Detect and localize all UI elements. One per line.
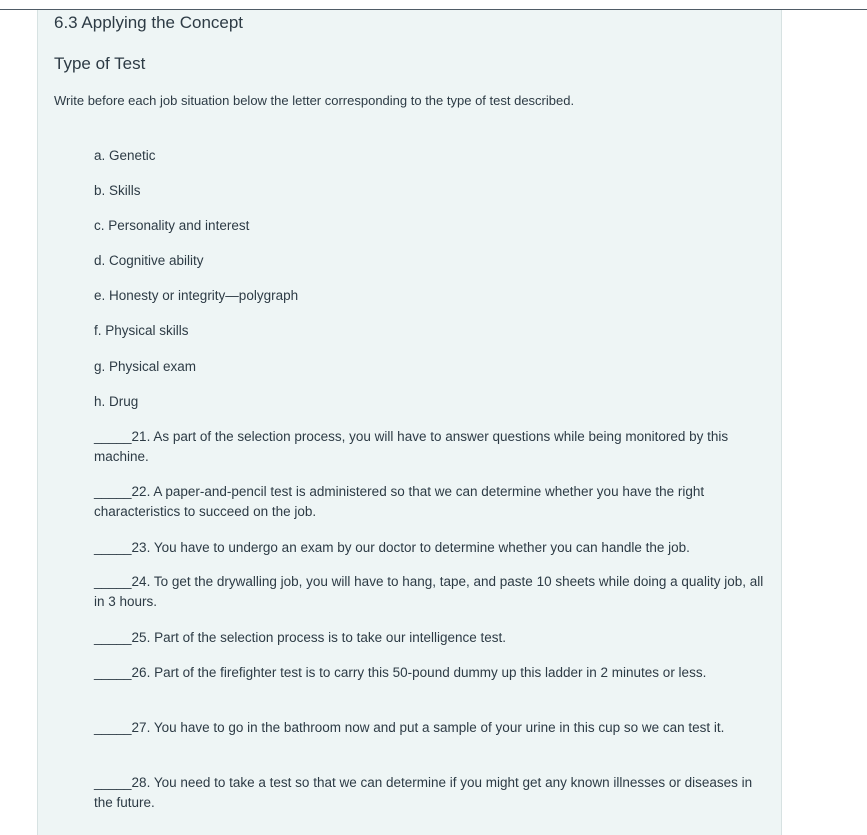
option-a: a. Genetic: [94, 148, 156, 163]
question-text: 27. You have to go in the bathroom now and put a sample of your urine in this cup so we can test it.: [131, 720, 725, 735]
instructions: Write before each job situation below the letter corresponding to the type of test described.: [54, 93, 575, 108]
question-text: 28. You need to take a test so that we can determine if you might get any known illnesses or diseases in the future.: [94, 775, 753, 810]
content-panel: [37, 10, 782, 835]
question-21: [94, 427, 774, 467]
answer-blank: _____: [94, 630, 132, 645]
question-text: 25. Part of the selection process is to take our intelligence test.: [131, 630, 507, 645]
question-26: [94, 663, 774, 683]
question-text: 22. A paper-and-pencil test is administered so that we can determine whether you have the right characteristics to succeed on the job.: [94, 484, 705, 519]
question-text: 21. As part of the selection process, you will have to answer questions while being monitored by this machine.: [94, 429, 729, 464]
question-text: 24. To get the drywalling job, you will have to hang, tape, and paste 10 sheets while doing a quality job, all in 3 hours.: [94, 574, 764, 609]
option-f: f. Physical skills: [94, 323, 189, 338]
question-23: [94, 538, 774, 558]
question-25: [94, 628, 774, 648]
answer-blank: _____: [94, 665, 132, 680]
question-27: [94, 718, 774, 738]
option-e: e. Honesty or integrity—polygraph: [94, 288, 299, 303]
answer-blank: _____: [94, 429, 132, 444]
option-g: g. Physical exam: [94, 359, 197, 374]
answer-blank: _____: [94, 574, 132, 589]
option-c: c. Personality and interest: [94, 218, 250, 233]
question-22: [94, 482, 774, 522]
section-title: 6.3 Applying the Concept: [54, 13, 244, 32]
subtitle: Type of Test: [54, 54, 146, 73]
answer-blank: _____: [94, 484, 132, 499]
option-h: h. Drug: [94, 394, 139, 409]
option-b: b. Skills: [94, 183, 141, 198]
answer-blank: _____: [94, 720, 132, 735]
question-text: 26. Part of the firefighter test is to carry this 50-pound dummy up this ladder in 2 minutes or less.: [131, 665, 707, 680]
question-28: [94, 773, 774, 813]
answer-blank: _____: [94, 775, 132, 790]
window-top-border: [0, 0, 867, 10]
question-text: 23. You have to undergo an exam by our doctor to determine whether you can handle the job.: [131, 540, 690, 555]
question-24: [94, 572, 774, 612]
option-d: d. Cognitive ability: [94, 253, 204, 268]
answer-blank: _____: [94, 540, 132, 555]
